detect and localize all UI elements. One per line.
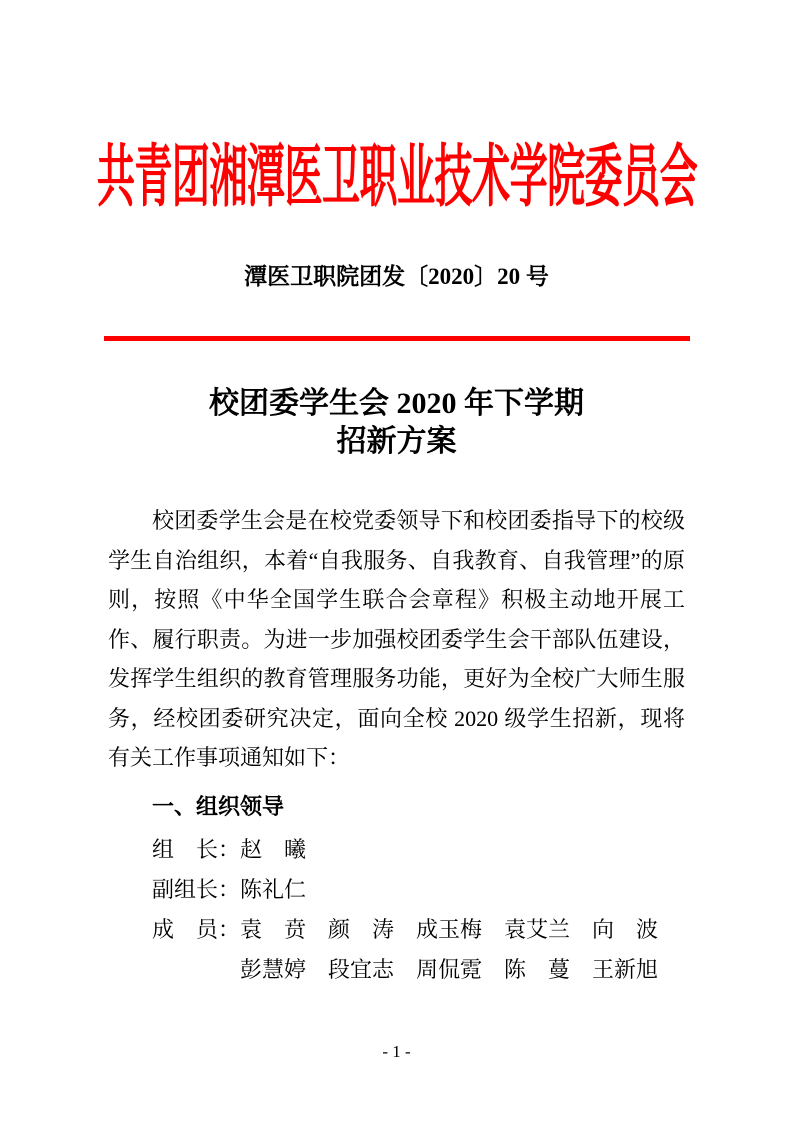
leader-line	[152, 830, 685, 870]
document-title-line-2: 招新方案	[336, 425, 457, 458]
red-divider-line	[104, 336, 690, 341]
members-line	[152, 910, 685, 990]
members-label: 成 员：	[152, 916, 241, 942]
members-names-row-1: 袁 贲 颜 涛 成玉梅 袁艾兰 向 波	[240, 916, 659, 942]
document-body	[108, 501, 685, 990]
deputy-leader-label: 副组长：	[152, 876, 241, 902]
deputy-leader-name: 陈礼仁	[240, 876, 307, 902]
document-title-line-1: 校团委学生会 2020 年下学期	[209, 387, 584, 420]
leader-name: 赵 曦	[240, 836, 307, 862]
letterhead	[0, 126, 793, 216]
leader-label: 组 长：	[152, 836, 241, 862]
deputy-leader-line	[152, 870, 685, 910]
section-heading-organization: 一、组织领导	[152, 793, 285, 819]
members-names-row-2: 彭慧婷 段宜志 周侃霓 陈 蔓 王新旭	[240, 956, 659, 982]
org-title: 共青团湘潭医卫职业技术学院委员会	[96, 138, 697, 215]
doc-number: 潭医卫职院团发〔2020〕20 号	[244, 264, 549, 289]
intro-paragraph: 校团委学生会是在校党委领导下和校团委指导下的校级学生自治组织，本着“自我服务、自我教育、自我管理”的原则，按照《中华全国学生联合会章程》积极主动地开展工作、履行职责。为进一步加强校团委学生会干部队伍建设，发挥学生组织的教育管理服务功能，更好为全校广大师生服务，经校团委研究决定，面向全校 2020 级学生招新，现将有关工作事项通知如下：	[108, 508, 685, 770]
document-title	[0, 385, 793, 461]
page-number: - 1 -	[382, 1042, 411, 1061]
